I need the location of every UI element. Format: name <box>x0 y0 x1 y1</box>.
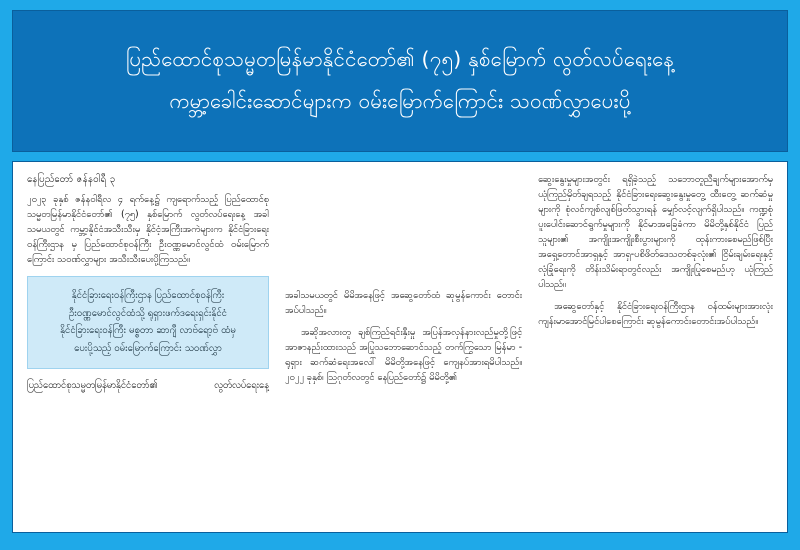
article-column-3 <box>538 172 773 524</box>
article-body <box>12 161 788 533</box>
dateline: နေပြည်တော် ဇန်နဝါရီ ၃ <box>27 174 116 185</box>
headline-banner <box>12 10 788 152</box>
headline-line-1: ပြည်ထောင်စုသမ္မတမြန်မာနိုင်ငံတော်၏ (၇၅) နှစ်မြောက် လွတ်လပ်ရေးနေ့ <box>125 47 675 72</box>
pull-quote-line-1: နိုင်ငံခြားရေးဝန်ကြီးဌာန ပြည်ထောင်စုဝန်ကြီး <box>71 289 225 301</box>
column1-tail-left: ပြည်ထောင်စုသမ္မတမြန်မာနိုင်ငံတော်၏ <box>27 379 158 391</box>
article-columns <box>27 172 773 524</box>
column1-tail-line <box>27 378 269 394</box>
column3-paragraph-1: ဆွေးနွေးမှုများအတွင်း ရရှိခဲ့သည့် သဘောတူညီချက်များအောက်မှ ယုံကြည်မှိတ်ချရသည့် နိုင်ငံခြားရေးဆွေးနွေးမှုတွေ့ ထီးတွေ့ ဆက်ဆံမှုများကို စုံလင်ကျစ်လျစ်ဖြတ်သွားရန် မျှော်လင့်လျက်ရှိပါသည်။ ကဏ္ဍစုံ ပူးပေါင်းဆောင်ရွက်မှုများကို နိုင်မာအခြေခံကာ မိမိတို့နှစ်နိုင်ငံ ပြည်သူများ၏ အကျိုးအကျိုးစီးပွားများကို ထုန်းကားစေမည်ဖြစ်ပြီး အရှေ့တောင်အာရှနှင့် အာရှ-ပစိဖိတ်ဒေသတစ်ခုလုံး၏ ငြိမ်းချမ်းရေးနှင့် လုံခြုံရေးကို တိန်းသိမ်းရာတွင်လည်း အကျိုးပြုစေမည်ဟု ယုံကြည်ပါသည်။ <box>538 174 773 291</box>
headline-line-2: ကမ္ဘာ့ခေါင်းဆောင်များက ဝမ်းမြောက်ကြောင်း သဝဏ်လွှာပေးပို့ <box>169 89 631 113</box>
column2-paragraph-1: အခါသမယတွင် မိမိအနေဖြင့် အဆွေတော်ထံ ဆုမွန်ကောင်း တောင်းအပ်ပါသည်။ <box>284 290 523 317</box>
pull-quote-line-4: ပေးပို့သည့် ဝမ်းမြောက်ကြောင်း သဝဏ်လွှာ <box>74 342 222 354</box>
column1-tail-right: လွတ်လပ်ရေးနေ့ <box>214 379 269 391</box>
pull-quote-line-3: နိုင်ငံခြားရေးဝန်ကြီး မစ္စတာ ဆာဂျီ လာဗ်ရော့ဗ် ထံမှ <box>60 325 236 337</box>
column1-paragraph-1: ၂၀၂၃ ခုနှစ် ဇန်နဝါရီလ ၄ ရက်နေ့၌ ကျရောက်သည့် ပြည်ထောင်စုသမ္မတမြန်မာနိုင်ငံတော်၏ (၇၅) နှစ်မြောက် လွတ်လပ်ရေးနေ့ အခါသမယတွင် ကမ္ဘာ့နိုင်ငံအသီးသီးမှ နိုင်ငံ့အကြီးအကဲများက နိုင်ငံခြားရေးဝန်ကြီးဌာန မှ ပြည်ထောင်စုဝန်ကြီး ဦးဝဏ္ဏမောင်လွင်ထံ ဝမ်းမြောက်ကြောင်း သဝဏ်လွှာများ အသီးသီးပေးပို့ကြသည်။ <box>27 193 269 265</box>
pull-quote-box <box>27 276 269 369</box>
column3-paragraph-2: အဆွေတော်နှင့် နိုင်ငံခြားရေးဝန်ကြီးဌာန ဝန်ထမ်းများအားလုံး ကျန်းမာအောင်မြင်ပါစေကြောင်း ဆုမွန်ကောင်းတောင်းအပ်ပါသည်။ <box>538 301 773 328</box>
column2-paragraph-2: အဆိုအလားတူ ချစ်ကြည်ရင်းနှီးမှု အပြန်အလှန်နားလည်မှုတို့ဖြင့် အာဇာနည်းထားသည် အပြုသဘောဆောင်သည့် တက်ကြွသော မြန်မာ - ရုရှား ဆက်ဆံရေးအလေါ် မိမိတို့အနေဖြင့် ကျေနပ်အားရမိပါသည်။ ၂၀၂၂ ခုနှစ်၊ သြဂုတ်လတွင် နေပြည်တော်၌ မိမိတို့၏ <box>284 327 523 384</box>
article-column-1 <box>27 172 269 524</box>
pull-quote-line-2: ဦးဝဏ္ဏမောင်လွင်ထံသို့ ရုရှားဖက်ဒရေးရှင်းနိုင်ငံ <box>68 307 227 319</box>
article-column-2 <box>285 172 522 524</box>
